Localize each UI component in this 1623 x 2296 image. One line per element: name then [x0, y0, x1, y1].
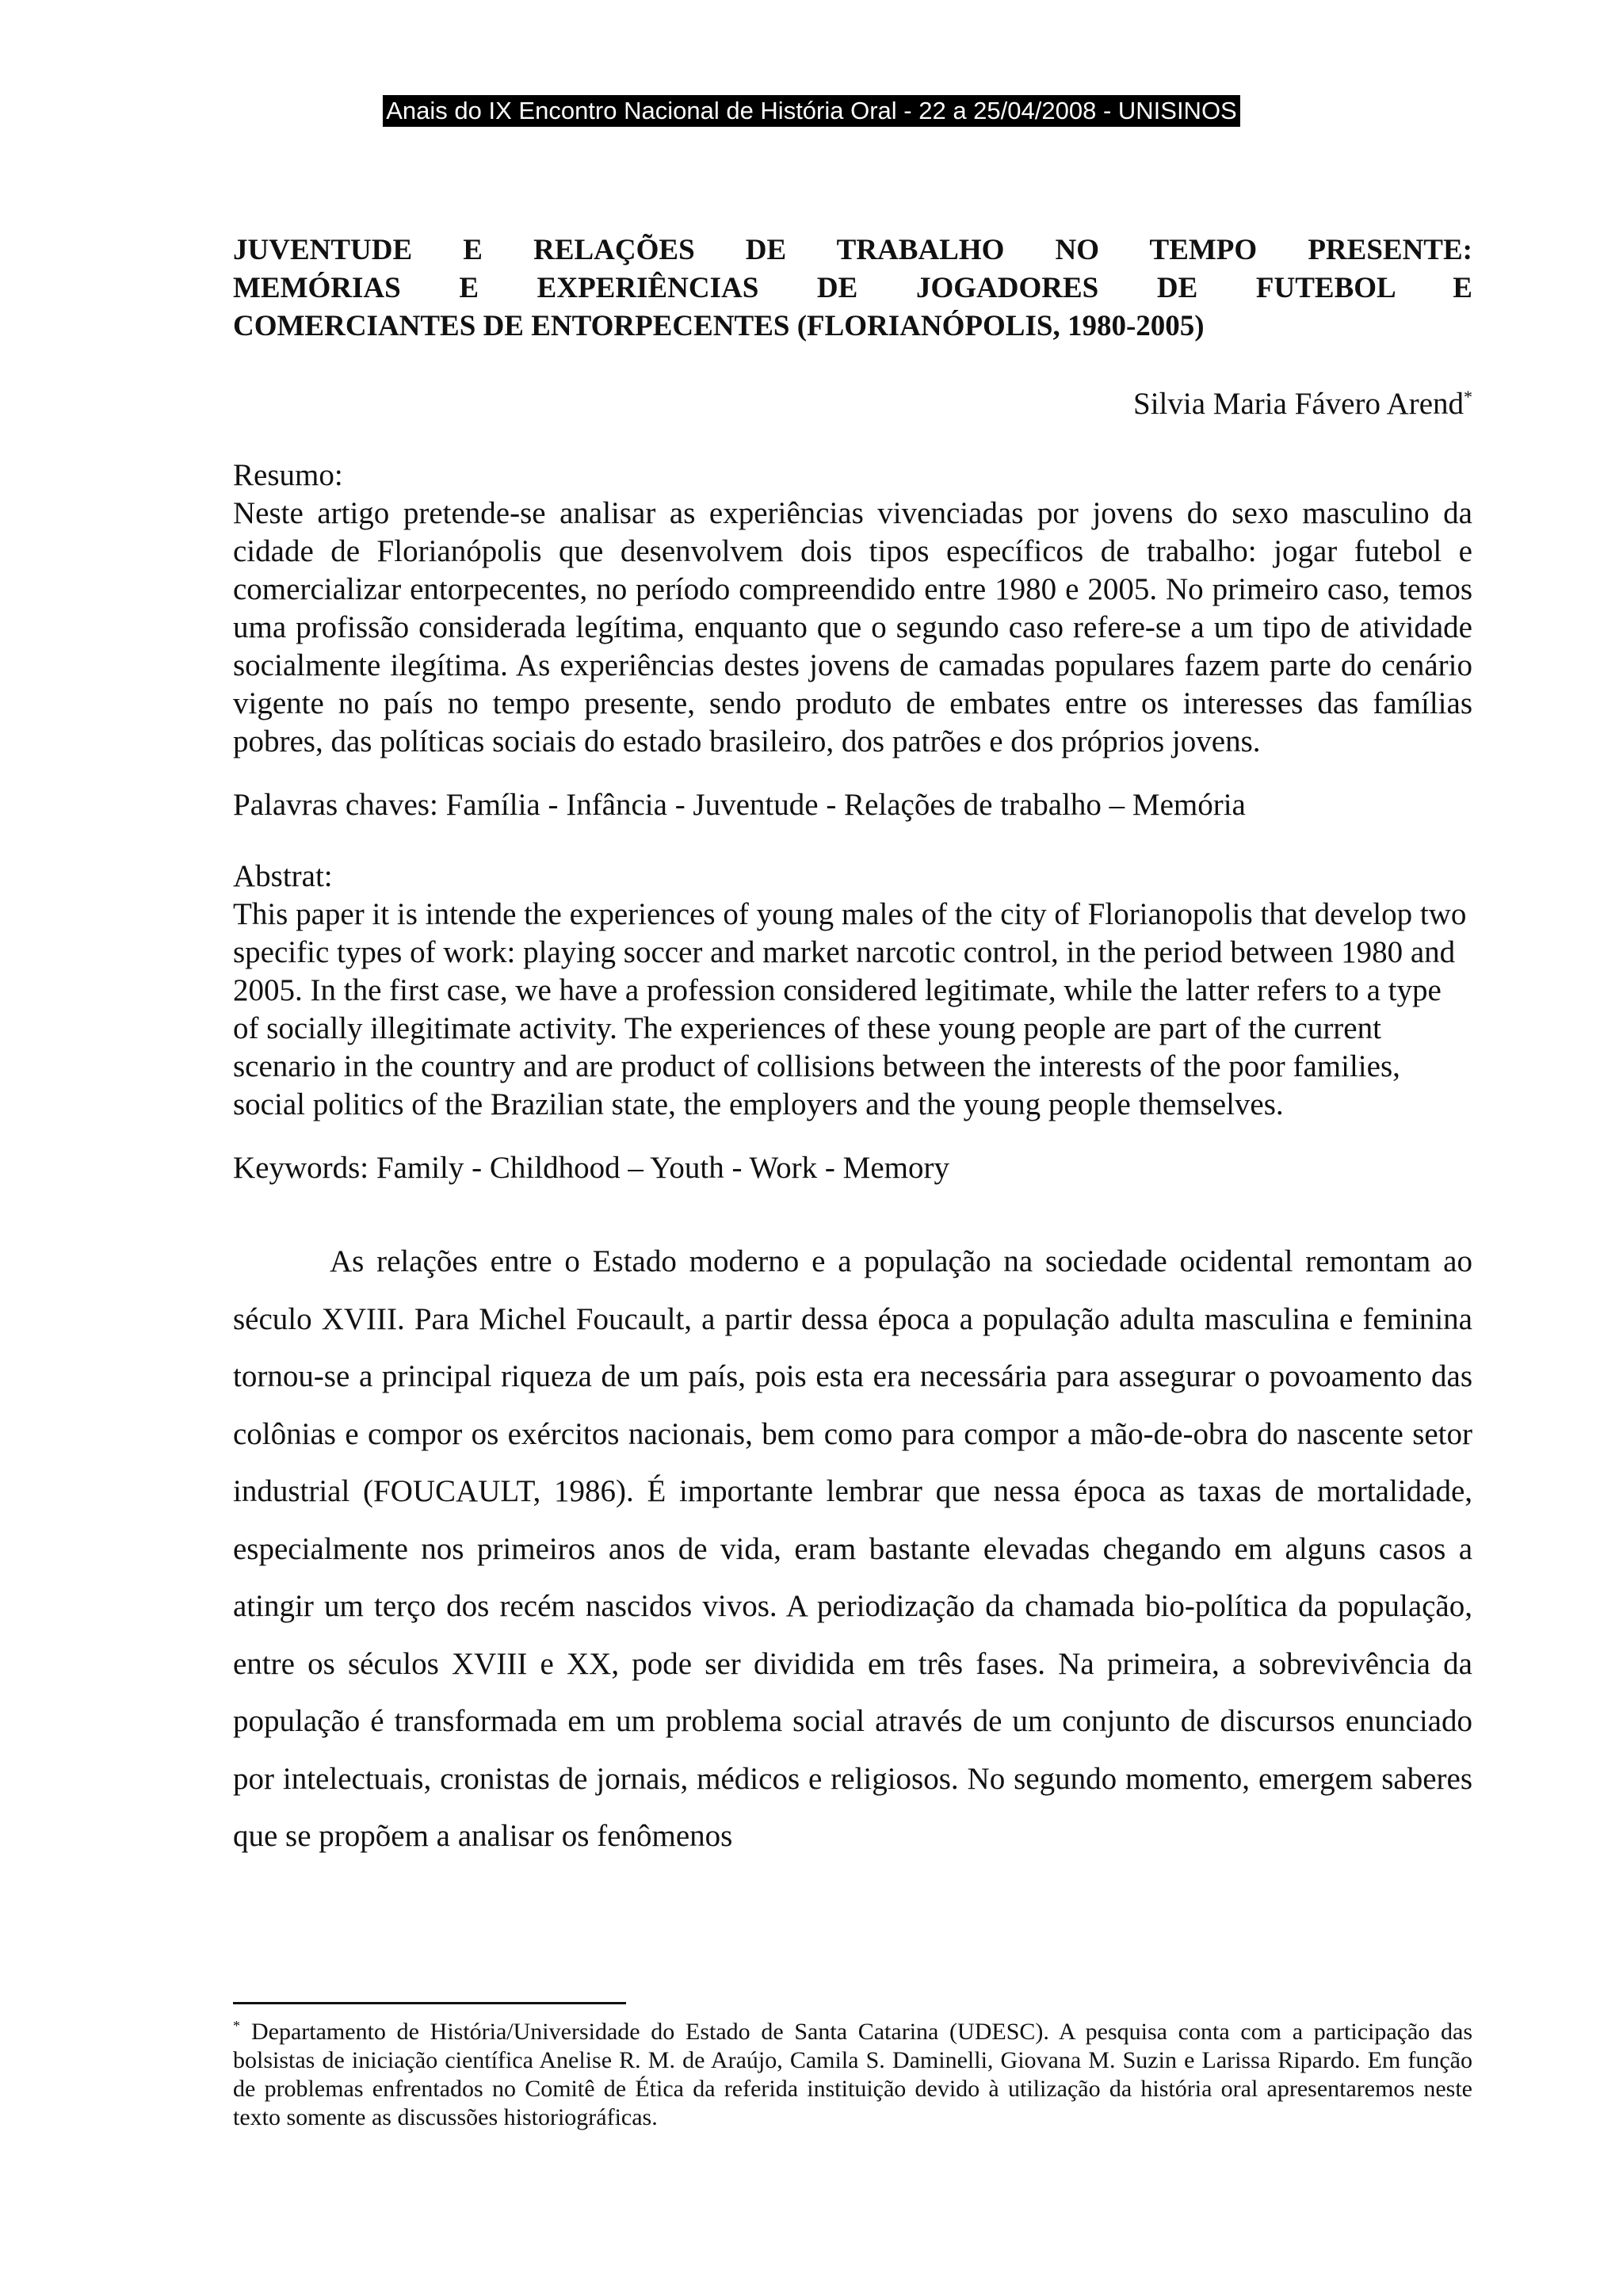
article-body	[233, 231, 1472, 1897]
footnote-text: Departamento de História/Universidade do Estado de Santa Catarina (UDESC). A pesquisa conta com a participação das bolsistas de iniciação científica Anelise R. M. de Araújo, Camila S. Daminelli, Giovana M. Suzin e Larissa Ripardo. Em função de problemas enfrentados no Comitê de Ética da referida instituição devido à utilização da história oral apresentaremos neste texto somente as discussões historiográficas.	[233, 2019, 1472, 2130]
footnote-divider	[233, 2002, 626, 2004]
abstract-label: Abstrat:	[233, 859, 333, 893]
footnote	[233, 2018, 1472, 2132]
title-line-1: JUVENTUDE E RELAÇÕES DE TRABALHO NO TEMPO PRESENTE:	[233, 234, 1472, 266]
author-footnote-mark: *	[1464, 387, 1472, 407]
title-line-2: MEMÓRIAS E EXPERIÊNCIAS DE JOGADORES DE FUTEBOL E	[233, 272, 1472, 304]
abstract-text: This paper it is intende the experiences of young males of the city of Florianopolis that develop two specific types of work: playing soccer and market narcotic control, in the period between 1980 and 2005. In the first case, we have a profession considered legitimate, while the latter refers to a type of socially illegitimate activity. The experiences of these young people are part of the current scenario in the country and are product of collisions between the interests of the poor families, social politics of the Brazilian state, the employers and the young people themselves.	[233, 897, 1467, 1121]
body-paragraph: As relações entre o Estado moderno e a população na sociedade ocidental remontam ao século XVIII. Para Michel Foucault, a partir dessa época a população adulta masculina e feminina tornou-se a principal riqueza de um país, pois esta era necessária para assegurar o povoamento das colônias e compor os exércitos nacionais, bem como para compor a mão-de-obra do nascente setor industrial (FOUCAULT, 1986). É importante lembrar que nessa época as taxas de mortalidade, especialmente nos primeiros anos de vida, eram bastante elevadas chegando em alguns casos a atingir um terço dos recém nascidos vivos. A periodização da chamada bio-política da população, entre os séculos XVIII e XX, pode ser dividida em três fases. Na primeira, a sobrevivência da população é transformada em um problema social através de um conjunto de discursos enunciado por intelectuais, cronistas de jornais, médicos e religiosos. No segundo momento, emergem saberes que se propõem a analisar os fenômenos	[233, 1244, 1472, 1853]
palavras-chaves: Palavras chaves: Família - Infância - Juventude - Relações de trabalho – Memória	[233, 788, 1246, 822]
resumo-text: Neste artigo pretende-se analisar as experiências vivenciadas por jovens do sexo masculino da cidade de Florianópolis que desenvolvem dois tipos específicos de trabalho: jogar futebol e comercializar entorpecentes, no período compreendido entre 1980 e 2005. No primeiro caso, temos uma profissão considerada legítima, enquanto que o segundo caso refere-se a um tipo de atividade socialmente ilegítima. As experiências destes jovens de camadas populares fazem parte do cenário vigente no país no tempo presente, sendo produto de embates entre os interesses das famílias pobres, das políticas sociais do estado brasileiro, dos patrões e dos próprios jovens.	[233, 496, 1472, 758]
author-line	[233, 385, 1472, 423]
running-head-text: Anais do IX Encontro Nacional de História Oral - 22 a 25/04/2008 - UNISINOS	[383, 95, 1239, 127]
article-title	[233, 231, 1472, 346]
author-name: Silvia Maria Fávero Arend	[1133, 387, 1464, 421]
keywords: Keywords: Family - Childhood – Youth - Work - Memory	[233, 1151, 949, 1185]
resumo-label: Resumo:	[233, 458, 343, 492]
title-line-3: COMERCIANTES DE ENTORPECENTES (FLORIANÓPOLIS, 1980-2005)	[233, 310, 1205, 342]
running-header	[0, 95, 1623, 127]
footnote-mark: *	[233, 2018, 240, 2034]
